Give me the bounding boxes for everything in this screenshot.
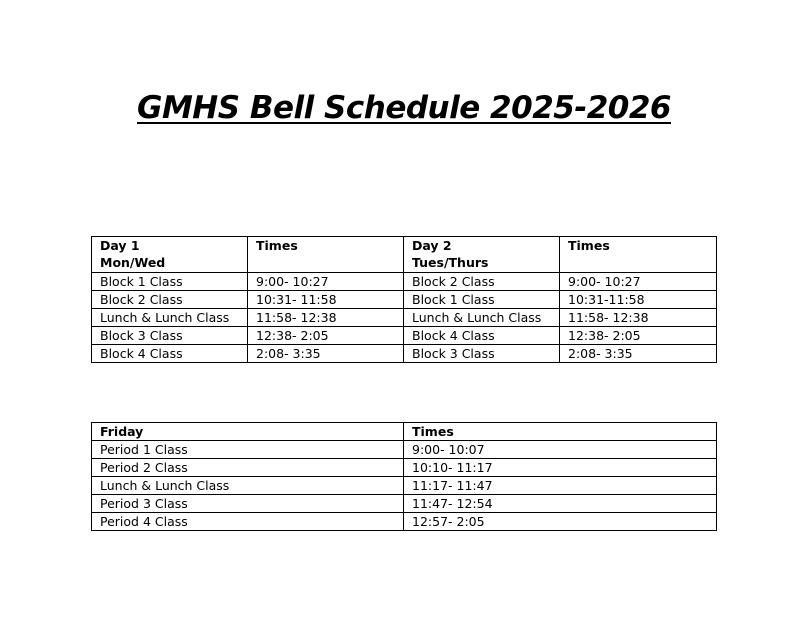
friday-time-cell: 11:17- 11:47 — [404, 477, 717, 495]
table-row — [92, 495, 717, 513]
header-times-friday: Times — [404, 423, 717, 441]
day1-class-cell: Block 2 Class — [92, 291, 248, 309]
day2-time-cell: 10:31-11:58 — [560, 291, 717, 309]
table-row — [92, 291, 717, 309]
header-day2-days: Tues/Thurs — [412, 255, 489, 270]
day1-class-cell: Block 3 Class — [92, 327, 248, 345]
day1-class-cell: Lunch & Lunch Class — [92, 309, 248, 327]
table-row — [92, 513, 717, 531]
page-title: GMHS Bell Schedule 2025-2026 — [137, 90, 671, 126]
day2-class-cell: Block 3 Class — [404, 345, 560, 363]
day1-time-cell: 12:38- 2:05 — [248, 327, 404, 345]
table-row — [92, 309, 717, 327]
day1-time-cell: 10:31- 11:58 — [248, 291, 404, 309]
table-row — [92, 459, 717, 477]
header-friday: Friday — [92, 423, 404, 441]
table-row — [92, 273, 717, 291]
header-times-day2: Times — [560, 237, 717, 273]
friday-class-cell: Lunch & Lunch Class — [92, 477, 404, 495]
day1-time-cell: 11:58- 12:38 — [248, 309, 404, 327]
friday-time-cell: 9:00- 10:07 — [404, 441, 717, 459]
day2-time-cell: 12:38- 2:05 — [560, 327, 717, 345]
friday-time-cell: 10:10- 11:17 — [404, 459, 717, 477]
friday-class-cell: Period 4 Class — [92, 513, 404, 531]
friday-class-cell: Period 1 Class — [92, 441, 404, 459]
day2-time-cell: 11:58- 12:38 — [560, 309, 717, 327]
table-header-row — [92, 237, 717, 273]
day1-day2-schedule-table — [91, 236, 717, 363]
header-day1-label: Day 1 — [100, 238, 140, 253]
header-day2-label: Day 2 — [412, 238, 452, 253]
header-day1-days: Mon/Wed — [100, 255, 166, 270]
header-day2 — [404, 237, 560, 273]
table-row — [92, 477, 717, 495]
table-header-row — [92, 423, 717, 441]
day1-time-cell: 2:08- 3:35 — [248, 345, 404, 363]
day2-class-cell: Lunch & Lunch Class — [404, 309, 560, 327]
friday-schedule-table — [91, 422, 717, 531]
day2-time-cell: 9:00- 10:27 — [560, 273, 717, 291]
table-row — [92, 327, 717, 345]
day1-time-cell: 9:00- 10:27 — [248, 273, 404, 291]
day1-class-cell: Block 1 Class — [92, 273, 248, 291]
table-row — [92, 345, 717, 363]
header-day1 — [92, 237, 248, 273]
friday-class-cell: Period 2 Class — [92, 459, 404, 477]
table-row — [92, 441, 717, 459]
friday-class-cell: Period 3 Class — [92, 495, 404, 513]
day1-class-cell: Block 4 Class — [92, 345, 248, 363]
day2-class-cell: Block 1 Class — [404, 291, 560, 309]
friday-time-cell: 11:47- 12:54 — [404, 495, 717, 513]
day2-class-cell: Block 2 Class — [404, 273, 560, 291]
header-times-day1: Times — [248, 237, 404, 273]
friday-time-cell: 12:57- 2:05 — [404, 513, 717, 531]
day2-time-cell: 2:08- 3:35 — [560, 345, 717, 363]
day2-class-cell: Block 4 Class — [404, 327, 560, 345]
